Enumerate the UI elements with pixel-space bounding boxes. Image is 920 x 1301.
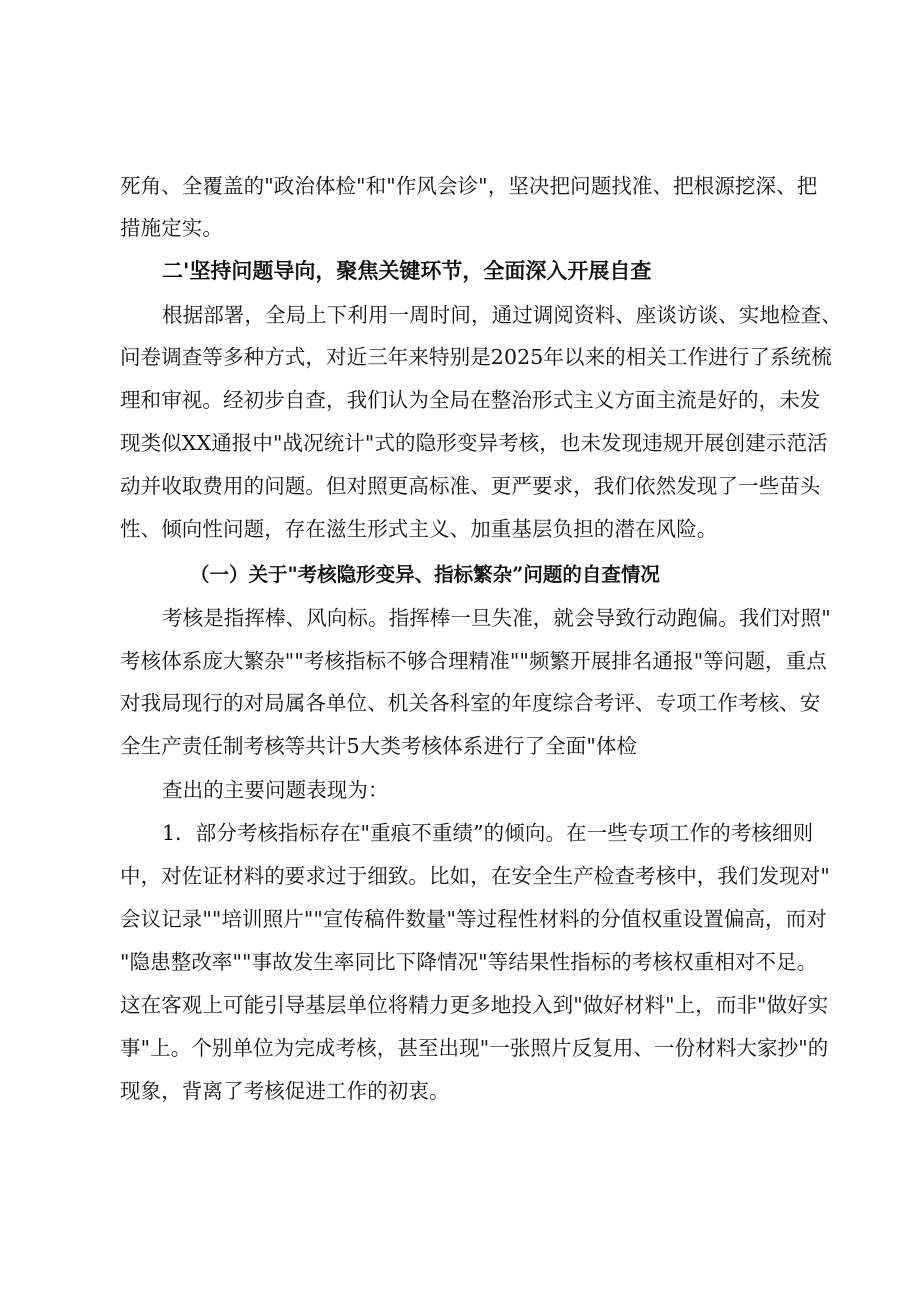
item-one-line-7: 现象，背离了考核促进工作的初衷。 (120, 1079, 450, 1103)
item-one-line-3: 会议记录""培训照片""宣传稿件数量"等过程性材料的分值权重设置偏高，而对 (120, 907, 827, 931)
section-two-line-3: 理和审视。经初步自查，我们认为全局在整治形式主义方面主流是好的，未发 (120, 388, 821, 412)
continuation-line-1: 死角、全覆盖的"政治体检"和"作风会诊"，坚决把问题找准、把根源挖深、把 (120, 174, 818, 198)
subsection-one-line-4: 全生产责任制考核等共计5大类考核体系进行了全面"体检 (120, 734, 638, 758)
section-two-heading: 二'坚持问题导向，聚焦关键环节，全面深入开展自查 (162, 259, 652, 283)
item-one-line-4: "隐患整改率""事故发生率同比下降情况"等结果性指标的考核权重相对不足。 (120, 950, 818, 974)
continuation-line-2: 措施定实。 (120, 216, 223, 240)
section-two-line-5: 动并收取费用的问题。但对照更高标准、更严要求，我们依然发现了一些苗头 (120, 474, 821, 498)
section-two-line-6: 性、倾向性问题，存在滋生形式主义、加重基层负担的潜在风险。 (120, 517, 718, 541)
section-two-line-1: 根据部署，全局上下利用一周时间，通过调阅资料、座谈访谈、实地检查、 (162, 303, 842, 327)
item-one-line-5: 这在客观上可能引导基层单位将精力更多地投入到"做好材料"上，而非"做好实 (120, 993, 829, 1017)
item-one-line-2: 中，对佐证材料的要求过于细致。比如，在安全生产检查考核中，我们发现对" (120, 864, 830, 888)
subsection-one-line-2: 考核体系庞大繁杂""考核指标不够合理精准""频繁开展排名通报"等问题，重点 (120, 649, 827, 673)
subsection-one-heading: （一）关于"考核隐形变异、指标繁杂”问题的自查情况 (190, 563, 660, 586)
subsection-one-line-3: 对我局现行的对局属各单位、机关各科室的年度综合考评、专项工作考核、安 (120, 691, 821, 715)
subsection-one-line-1: 考核是指挥棒、风向标。指挥棒一旦失准，就会导致行动跑偏。我们对照" (162, 606, 831, 630)
section-two-line-4: 现类似XX通报中"战况统计"式的隐形变异考核，也未发现违规开展创建示范活 (120, 431, 828, 455)
section-two-line-2: 问卷调查等多种方式，对近三年来特别是2025年以来的相关工作进行了系统梳 (120, 345, 832, 369)
item-one-line-6: 事"上。个别单位为完成考核，甚至出现"一张照片反复用、一份材料大家抄"的 (120, 1036, 829, 1060)
item-one-line-1: 1．部分考核指标存在"重痕不重绩”的倾向。在一些专项工作的考核细则 (162, 821, 814, 845)
summary-intro: 查出的主要问题表现为： (162, 778, 389, 802)
